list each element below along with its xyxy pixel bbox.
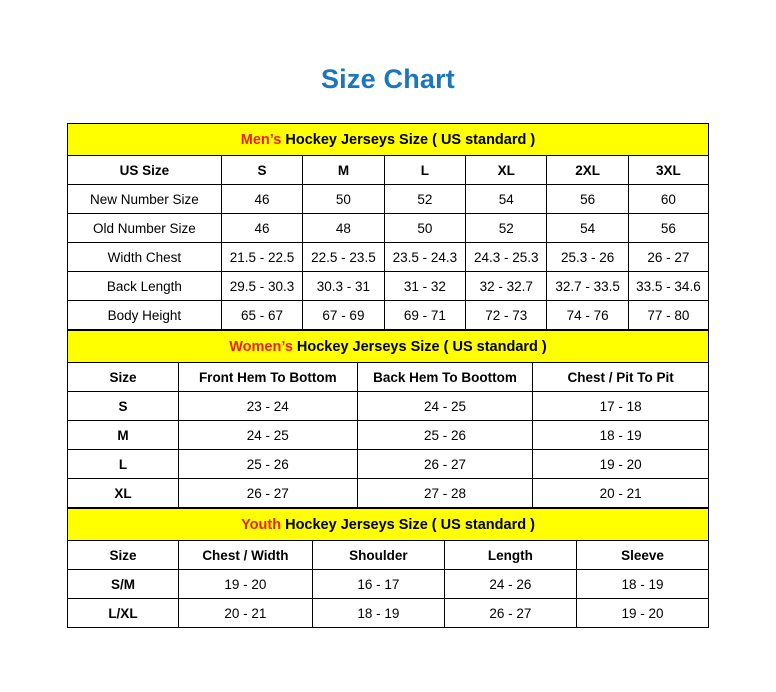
row-label: XL [68, 479, 179, 508]
youth-size-table [67, 508, 709, 628]
table-row [68, 570, 709, 599]
table-cell: 22.5 - 23.5 [303, 243, 384, 272]
table-cell: 56 [547, 185, 628, 214]
womens-header-cell: Chest / Pit To Pit [533, 363, 709, 392]
table-cell: 74 - 76 [547, 301, 628, 330]
table-cell: 26 - 27 [444, 599, 576, 628]
table-cell: 32.7 - 33.5 [547, 272, 628, 301]
mens-header-cell: XL [466, 156, 547, 185]
table-cell: 72 - 73 [466, 301, 547, 330]
mens-banner-accent: Men’s [240, 131, 282, 148]
row-label: Width Chest [68, 243, 222, 272]
table-cell: 20 - 21 [178, 599, 312, 628]
table-cell: 32 - 32.7 [466, 272, 547, 301]
table-cell: 25.3 - 26 [547, 243, 628, 272]
table-cell: 20 - 21 [533, 479, 709, 508]
table-cell: 26 - 27 [178, 479, 357, 508]
womens-header-cell: Front Hem To Bottom [178, 363, 357, 392]
table-cell: 48 [303, 214, 384, 243]
table-row [68, 479, 709, 508]
mens-header-cell: M [303, 156, 384, 185]
table-cell: 24 - 26 [444, 570, 576, 599]
table-cell: 21.5 - 22.5 [221, 243, 302, 272]
youth-banner-accent: Youth [241, 516, 282, 533]
youth-header-cell: Length [444, 541, 576, 570]
table-cell: 19 - 20 [576, 599, 708, 628]
table-cell: 19 - 20 [533, 450, 709, 479]
table-cell: 25 - 26 [357, 421, 533, 450]
mens-header-cell: S [221, 156, 302, 185]
table-cell: 52 [466, 214, 547, 243]
womens-banner-cell [68, 331, 709, 363]
row-label: S/M [68, 570, 179, 599]
mens-header-cell: US Size [68, 156, 222, 185]
table-cell: 54 [547, 214, 628, 243]
row-label: Old Number Size [68, 214, 222, 243]
table-cell: 54 [466, 185, 547, 214]
size-tables [67, 123, 709, 628]
table-cell: 18 - 19 [312, 599, 444, 628]
womens-header-cell: Back Hem To Boottom [357, 363, 533, 392]
table-cell: 26 - 27 [357, 450, 533, 479]
mens-banner-rest: Hockey Jerseys Size ( US standard ) [281, 131, 536, 148]
row-label: Body Height [68, 301, 222, 330]
mens-banner-row [68, 124, 709, 156]
womens-size-table [67, 330, 709, 508]
womens-banner-accent: Women’s [229, 338, 293, 355]
youth-banner-cell [68, 509, 709, 541]
mens-header-row [68, 156, 709, 185]
row-label: New Number Size [68, 185, 222, 214]
table-cell: 23.5 - 24.3 [384, 243, 465, 272]
table-cell: 18 - 19 [576, 570, 708, 599]
row-label: Back Length [68, 272, 222, 301]
table-cell: 77 - 80 [628, 301, 708, 330]
table-cell: 50 [303, 185, 384, 214]
table-cell: 19 - 20 [178, 570, 312, 599]
mens-header-cell: 2XL [547, 156, 628, 185]
table-cell: 60 [628, 185, 708, 214]
table-cell: 33.5 - 34.6 [628, 272, 708, 301]
table-cell: 69 - 71 [384, 301, 465, 330]
table-cell: 24 - 25 [178, 421, 357, 450]
youth-banner-rest: Hockey Jerseys Size ( US standard ) [281, 516, 535, 533]
table-row [68, 243, 709, 272]
table-row [68, 272, 709, 301]
page-title: Size Chart [320, 64, 456, 94]
table-row [68, 450, 709, 479]
table-cell: 50 [384, 214, 465, 243]
table-row [68, 392, 709, 421]
womens-banner-rest: Hockey Jerseys Size ( US standard ) [292, 338, 547, 355]
table-cell: 46 [221, 214, 302, 243]
table-cell: 46 [221, 185, 302, 214]
youth-header-cell: Sleeve [576, 541, 708, 570]
table-cell: 16 - 17 [312, 570, 444, 599]
youth-header-cell: Size [68, 541, 179, 570]
mens-banner-cell [68, 124, 709, 156]
mens-header-cell: L [384, 156, 465, 185]
table-cell: 67 - 69 [303, 301, 384, 330]
table-row [68, 599, 709, 628]
youth-header-row [68, 541, 709, 570]
row-label: S [68, 392, 179, 421]
table-cell: 24 - 25 [357, 392, 533, 421]
row-label: L [68, 450, 179, 479]
table-cell: 52 [384, 185, 465, 214]
womens-header-cell: Size [68, 363, 179, 392]
table-row [68, 214, 709, 243]
table-row [68, 185, 709, 214]
table-row [68, 421, 709, 450]
table-cell: 23 - 24 [178, 392, 357, 421]
table-cell: 24.3 - 25.3 [466, 243, 547, 272]
table-cell: 31 - 32 [384, 272, 465, 301]
womens-banner-row [68, 331, 709, 363]
row-label: M [68, 421, 179, 450]
table-cell: 65 - 67 [221, 301, 302, 330]
table-cell: 17 - 18 [533, 392, 709, 421]
youth-header-cell: Shoulder [312, 541, 444, 570]
youth-header-cell: Chest / Width [178, 541, 312, 570]
womens-header-row [68, 363, 709, 392]
mens-header-cell: 3XL [628, 156, 708, 185]
table-cell: 18 - 19 [533, 421, 709, 450]
table-cell: 56 [628, 214, 708, 243]
table-row [68, 301, 709, 330]
table-cell: 30.3 - 31 [303, 272, 384, 301]
table-cell: 27 - 28 [357, 479, 533, 508]
table-cell: 29.5 - 30.3 [221, 272, 302, 301]
youth-banner-row [68, 509, 709, 541]
table-cell: 25 - 26 [178, 450, 357, 479]
table-cell: 26 - 27 [628, 243, 708, 272]
mens-size-table [67, 123, 709, 330]
row-label: L/XL [68, 599, 179, 628]
